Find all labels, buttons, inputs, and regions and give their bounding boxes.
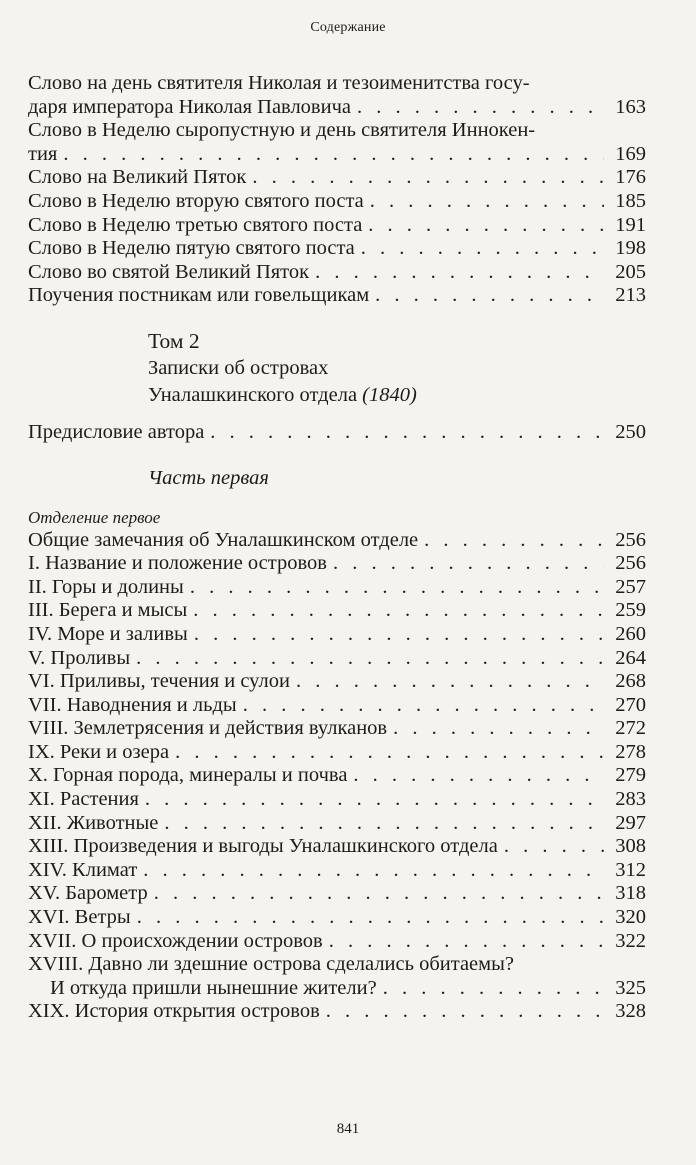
toc-entry-title: Слово на Великий Пяток [28,166,247,189]
toc-entry[interactable] [28,694,646,718]
toc-entry[interactable] [28,741,646,765]
toc-entry[interactable] [28,599,646,623]
dot-leader [368,214,604,238]
section-heading: Отделение первое [28,507,161,527]
toc-entry-title: VII. Наводнения и льды [28,693,237,716]
toc-entry[interactable] [28,623,646,647]
dot-leader [252,166,604,190]
dot-leader [194,623,604,647]
toc-entry-title: Слово в Неделю пятую святого поста [28,237,355,260]
toc-page-number: 268 [615,670,646,693]
volume-heading [28,328,646,409]
toc-entry[interactable] [28,237,646,261]
dot-leader [383,977,604,1001]
toc-entry[interactable] [28,882,646,906]
dot-leader [329,930,604,954]
toc-page-number: 318 [615,882,646,905]
toc-entry-title: XVII. О происхождении островов [28,929,323,952]
toc-entry-title: II. Горы и долины [28,575,184,598]
toc-page-number: 256 [615,552,646,575]
toc-entry[interactable] [28,670,646,694]
toc-entry[interactable] [28,717,646,741]
toc-entry-title: XI. Растения [28,788,139,811]
volume-title-text: Уналашкинского отдела [148,383,358,406]
toc-entry[interactable] [28,788,646,812]
toc-page-number: 257 [615,575,646,598]
toc-entry[interactable] [28,906,646,930]
toc-entry-title: XVI. Ветры [28,906,131,929]
dot-leader [63,143,604,167]
dot-leader [361,237,604,261]
toc-page-number: 169 [615,142,646,165]
toc-page-number: 264 [615,646,646,669]
toc-entry[interactable] [28,529,646,553]
toc-entry-title: IV. Море и заливы [28,622,188,645]
dot-leader [210,421,604,445]
toc-entry-title: XV. Барометр [28,882,148,905]
toc-page-number: 163 [615,95,646,118]
toc-entry-title: Слово на день святителя Николая и тезоименитства госу- [28,72,530,94]
dot-leader [326,1000,604,1024]
toc-page-number: 320 [615,906,646,929]
volume-title-line1: Записки об островах [148,356,329,379]
toc-page-number: 283 [615,788,646,811]
toc-entry[interactable] [28,166,646,190]
dot-leader [175,741,604,765]
running-head: Содержание [310,20,386,35]
toc-page-number: 279 [615,764,646,787]
toc-page-number: 213 [615,284,646,307]
toc-entry-title: Слово в Неделю вторую святого поста [28,189,364,212]
dot-leader [393,717,604,741]
toc-entry-title: даря императора Николая Павловича [28,95,351,118]
dot-leader [424,529,604,553]
toc-entry[interactable] [28,812,646,836]
table-of-contents [28,72,646,1024]
dot-leader [190,576,604,600]
toc-page-number: 308 [615,835,646,858]
toc-page-number: 185 [615,189,646,212]
toc-page-number: 272 [615,717,646,740]
toc-page-number: 312 [615,858,646,881]
toc-entry-title: XIII. Произведения и выгоды Уналашкинского отдела [28,835,498,858]
toc-entry-title: Слово в Неделю сыропустную и день святителя Иннокен- [28,119,536,142]
toc-entry[interactable] [28,576,646,600]
toc-entry-title: XVIII. Давно ли здешние острова сделались обитаемы? [28,953,514,976]
toc-page-number: 325 [615,976,646,999]
toc-page-number: 256 [615,528,646,551]
toc-entry-title: VIII. Землетрясения и действия вулканов [28,717,388,740]
toc-entry[interactable] [28,930,646,954]
toc-page-number: 270 [615,693,646,716]
toc-entry[interactable] [28,764,646,788]
dot-leader [143,859,604,883]
dot-leader [370,190,604,214]
dot-leader [145,788,604,812]
dot-leader [136,647,604,671]
toc-entry-preface[interactable] [28,421,646,445]
toc-entry-title: Поучения постникам или говельщикам [28,284,370,307]
toc-entry[interactable] [28,647,646,671]
toc-entry-title: VI. Приливы, течения и сулои [28,670,290,693]
toc-entry-title: III. Берега и мысы [28,599,188,622]
toc-page-number: 205 [615,260,646,283]
toc-page-number: 198 [615,237,646,260]
toc-entry-title: I. Название и положение островов [28,552,327,575]
toc-entry[interactable] [28,1000,646,1024]
toc-entry[interactable] [28,835,646,859]
dot-leader [243,694,604,718]
volume-title-line2 [148,382,646,409]
toc-entry[interactable] [28,214,646,238]
dot-leader [375,284,604,308]
toc-entry[interactable] [28,552,646,576]
toc-page-number: 176 [615,166,646,189]
toc-entry[interactable] [28,72,646,119]
toc-page-number: 259 [615,599,646,622]
toc-page-number: 260 [615,622,646,645]
toc-entry-title: тия [28,142,58,165]
volume-label: Том 2 [148,328,200,353]
toc-page-number: 322 [615,929,646,952]
dot-leader [333,552,604,576]
toc-page-number: 278 [615,740,646,763]
toc-entry-title: Слово во святой Великий Пяток [28,260,310,283]
toc-page-number: 250 [615,420,646,443]
toc-entry[interactable] [28,284,646,308]
toc-page-number: 297 [615,811,646,834]
dot-leader [357,96,604,120]
dot-leader [137,906,604,930]
dot-leader [296,670,604,694]
dot-leader [504,835,604,859]
toc-entry-title: Предисловие автора [28,420,205,443]
dot-leader [164,812,604,836]
toc-page-number: 328 [615,1000,646,1023]
part-heading: Часть первая [148,466,269,489]
toc-list-part [28,529,646,1024]
toc-entry-title: X. Горная порода, минералы и почва [28,764,348,787]
dot-leader [154,882,604,906]
toc-entry-title: IX. Реки и озера [28,740,170,763]
toc-entry[interactable] [28,119,646,166]
toc-entry[interactable] [28,261,646,285]
volume-year: (1840) [362,383,417,406]
toc-entry-title: Слово в Неделю третью святого поста [28,213,363,236]
toc-list-top [28,72,646,308]
toc-entry-title: XIV. Климат [28,858,138,881]
toc-entry[interactable] [28,859,646,883]
toc-entry-title: V. Проливы [28,646,131,669]
page-number-folio: 841 [336,1121,360,1137]
toc-entry-title: XII. Животные [28,811,159,834]
toc-entry-title: Общие замечания об Уналашкинском отделе [28,528,419,551]
toc-page-number: 191 [615,213,646,236]
toc-entry-title: И откуда пришли нынешние жители? [50,976,377,999]
dot-leader [193,599,604,623]
dot-leader [315,261,604,285]
toc-entry[interactable] [28,953,646,1000]
toc-entry[interactable] [28,190,646,214]
dot-leader [353,764,604,788]
toc-entry-title: XIX. История открытия островов [28,1000,320,1023]
